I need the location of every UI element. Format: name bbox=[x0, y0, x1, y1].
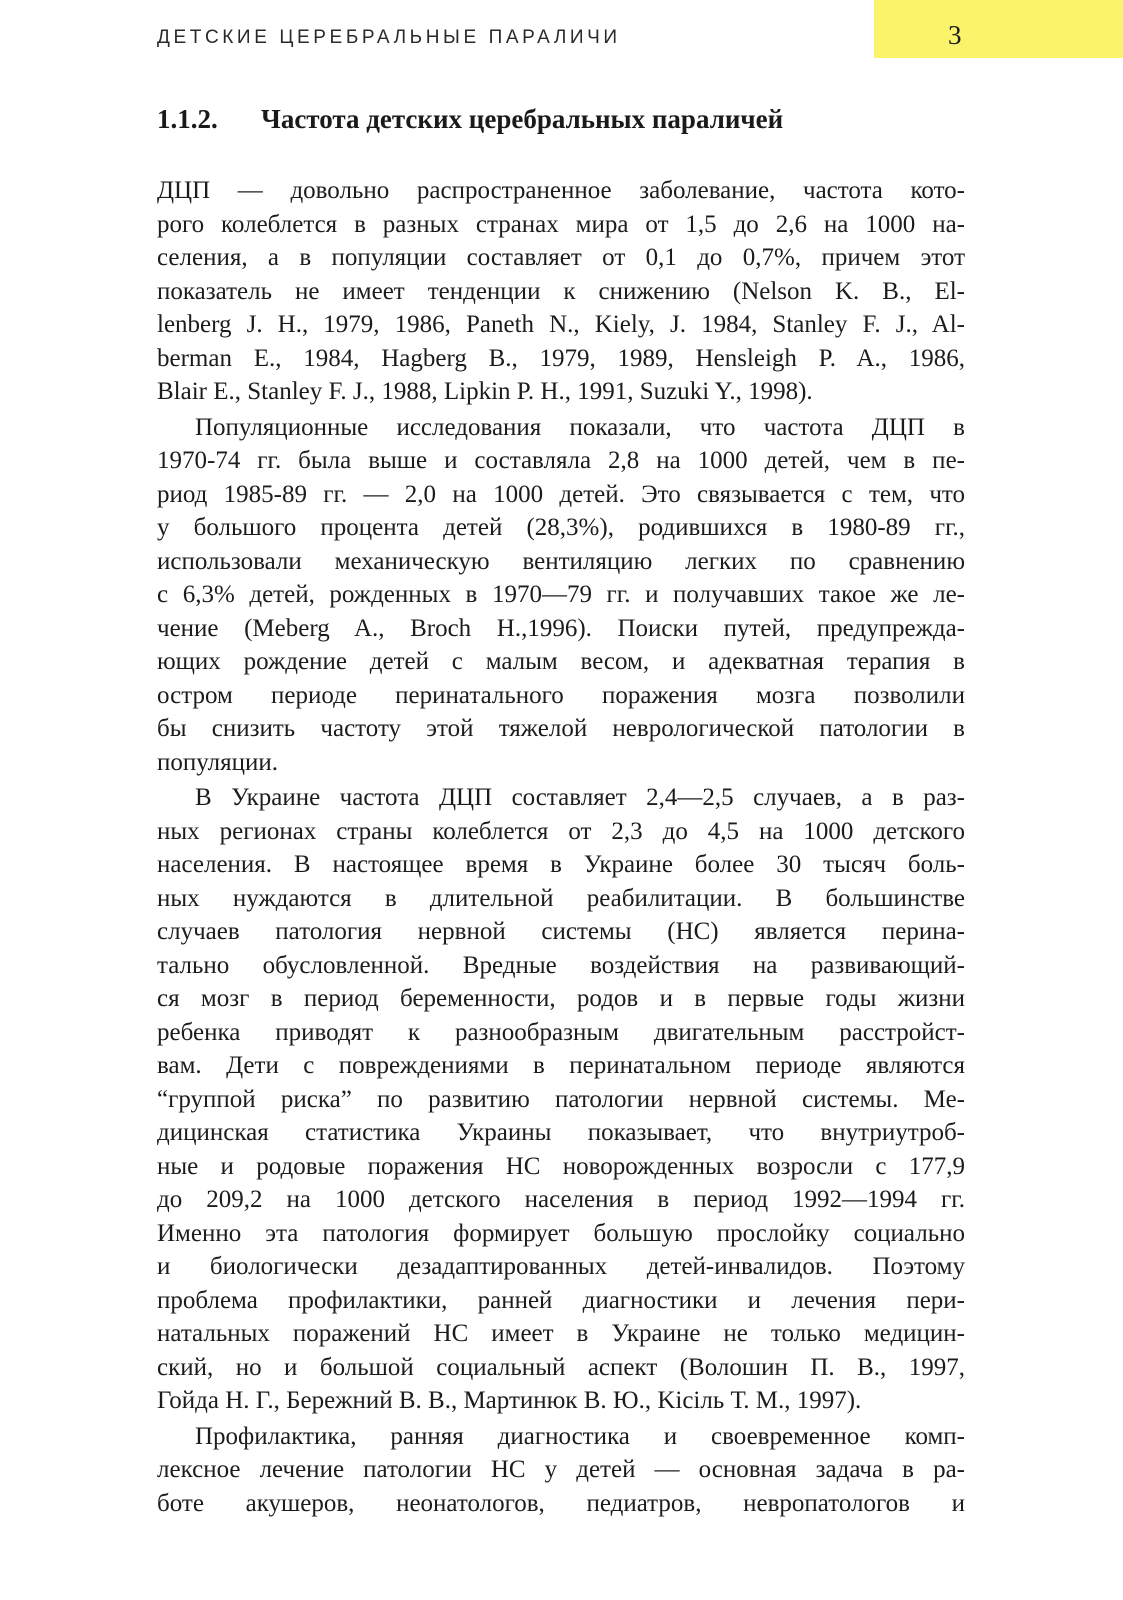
text-line: ся мозг в период беременности, родов и в первые годы жизни bbox=[157, 985, 965, 1012]
text-line: селения, а в популяции составляет от 0,1 до 0,7%, причем этот bbox=[157, 244, 965, 271]
text-line: использовали механическую вентиляцию легких по сравнению bbox=[157, 547, 965, 575]
text-line: рого колеблется в разных странах мира от 1,5 до 2,6 на 1000 на- bbox=[157, 210, 965, 238]
text-line: ский, но и большой социальный аспект (Волошин П. В., 1997, bbox=[157, 1353, 965, 1381]
paragraph bbox=[157, 1420, 965, 1521]
text-line: чение (Meberg A., Broch H.,1996). Поиски путей, предупрежда- bbox=[157, 614, 965, 642]
running-header: ДЕТСКИЕ ЦЕРЕБРАЛЬНЫЕ ПАРАЛИЧИ bbox=[157, 27, 621, 48]
text-line: лексное лечение патологии НС у детей — основная задача в ра- bbox=[157, 1456, 965, 1483]
page-number-tab bbox=[874, 0, 1123, 58]
section-title: Частота детских церебральных параличей bbox=[261, 104, 784, 134]
text-line: ребенка приводят к разнообразным двигательным расстройст- bbox=[157, 1018, 965, 1046]
text-line: с 6,3% детей, рожденных в 1970—79 гг. и получавших такое же ле- bbox=[157, 581, 965, 608]
text-line: lenberg J. H., 1979, 1986, Paneth N., Kiely, J. 1984, Stanley F. J., Al- bbox=[157, 311, 965, 338]
text-line: у большого процента детей (28,3%), родившихся в 1980-89 гг., bbox=[157, 514, 965, 541]
section-number: 1.1.2. bbox=[157, 104, 218, 134]
text-line: до 209,2 на 1000 детского населения в период 1992—1994 гг. bbox=[157, 1186, 965, 1213]
section-heading bbox=[157, 104, 783, 135]
text-line: “группой риска” по развитию патологии нервной системы. Ме- bbox=[157, 1085, 965, 1113]
text-line: 1970-74 гг. была выше и составляла 2,8 на 1000 детей, чем в пе- bbox=[157, 447, 965, 474]
text-line: ных регионах страны колеблется от 2,3 до 4,5 на 1000 детского bbox=[157, 817, 965, 845]
text-line: случаев патология нервной системы (НС) является перина- bbox=[157, 918, 965, 945]
text-line: ющих рождение детей с малым весом, и адекватная терапия в bbox=[157, 648, 965, 675]
text-line: В Украине частота ДЦП составляет 2,4—2,5 случаев, а в раз- bbox=[195, 784, 965, 811]
text-line: и биологически дезадаптированных детей-инвалидов. Поэтому bbox=[157, 1253, 965, 1280]
paragraph bbox=[157, 411, 965, 780]
text-line: показатель не имеет тенденции к снижению (Nelson K. B., El- bbox=[157, 277, 965, 305]
text-line: риод 1985-89 гг. — 2,0 на 1000 детей. Это связывается с тем, что bbox=[157, 480, 965, 508]
text-line: популяции. bbox=[157, 748, 279, 776]
text-line: вам. Дети с повреждениями в перинатальном периоде являются bbox=[157, 1052, 965, 1079]
text-line: проблема профилактики, ранней диагностики и лечения пери- bbox=[157, 1286, 965, 1314]
body-text bbox=[157, 174, 965, 1520]
text-line: ДЦП — довольно распространенное заболевание, частота кото- bbox=[157, 177, 965, 204]
text-line: Профилактика, ранняя диагностика и своевременное комп- bbox=[195, 1422, 965, 1450]
text-line: Blair E., Stanley F. J., 1988, Lipkin P. H., 1991, Suzuki Y., 1998). bbox=[157, 378, 813, 405]
text-line: натальных поражений НС имеет в Украине не только медицин- bbox=[157, 1320, 965, 1347]
text-line: тально обусловленной. Вредные воздействия на развивающий- bbox=[157, 951, 965, 979]
text-line: населения. В настоящее время в Украине более 30 тысяч боль- bbox=[157, 851, 965, 878]
text-line: остром периоде перинатального поражения мозга позволили bbox=[157, 681, 965, 709]
text-line: Гойда Н. Г., Бережний В. В., Мартинюк В. Ю., Kісіль Т. М., 1997). bbox=[157, 1387, 862, 1414]
text-line: berman E., 1984, Hagberg B., 1979, 1989, Hensleigh P. A., 1986, bbox=[157, 344, 965, 372]
paragraph bbox=[157, 781, 965, 1418]
text-line: дицинская статистика Украины показывает, что внутриутроб- bbox=[157, 1119, 965, 1146]
text-line: Именно эта патология формирует большую прослойку социально bbox=[157, 1219, 965, 1247]
text-line: ных нуждаются в длительной реабилитации. В большинстве bbox=[157, 884, 965, 912]
page-number: 3 bbox=[948, 20, 962, 50]
text-line: Популяционные исследования показали, что частота ДЦП в bbox=[195, 413, 965, 441]
text-line: боте акушеров, неонатологов, педиатров, невропатологов и bbox=[157, 1489, 965, 1517]
text-line: бы снизить частоту этой тяжелой неврологической патологии в bbox=[157, 715, 965, 742]
paragraph bbox=[157, 174, 965, 409]
text-line: ные и родовые поражения НС новорожденных возросли с 177,9 bbox=[157, 1152, 965, 1180]
